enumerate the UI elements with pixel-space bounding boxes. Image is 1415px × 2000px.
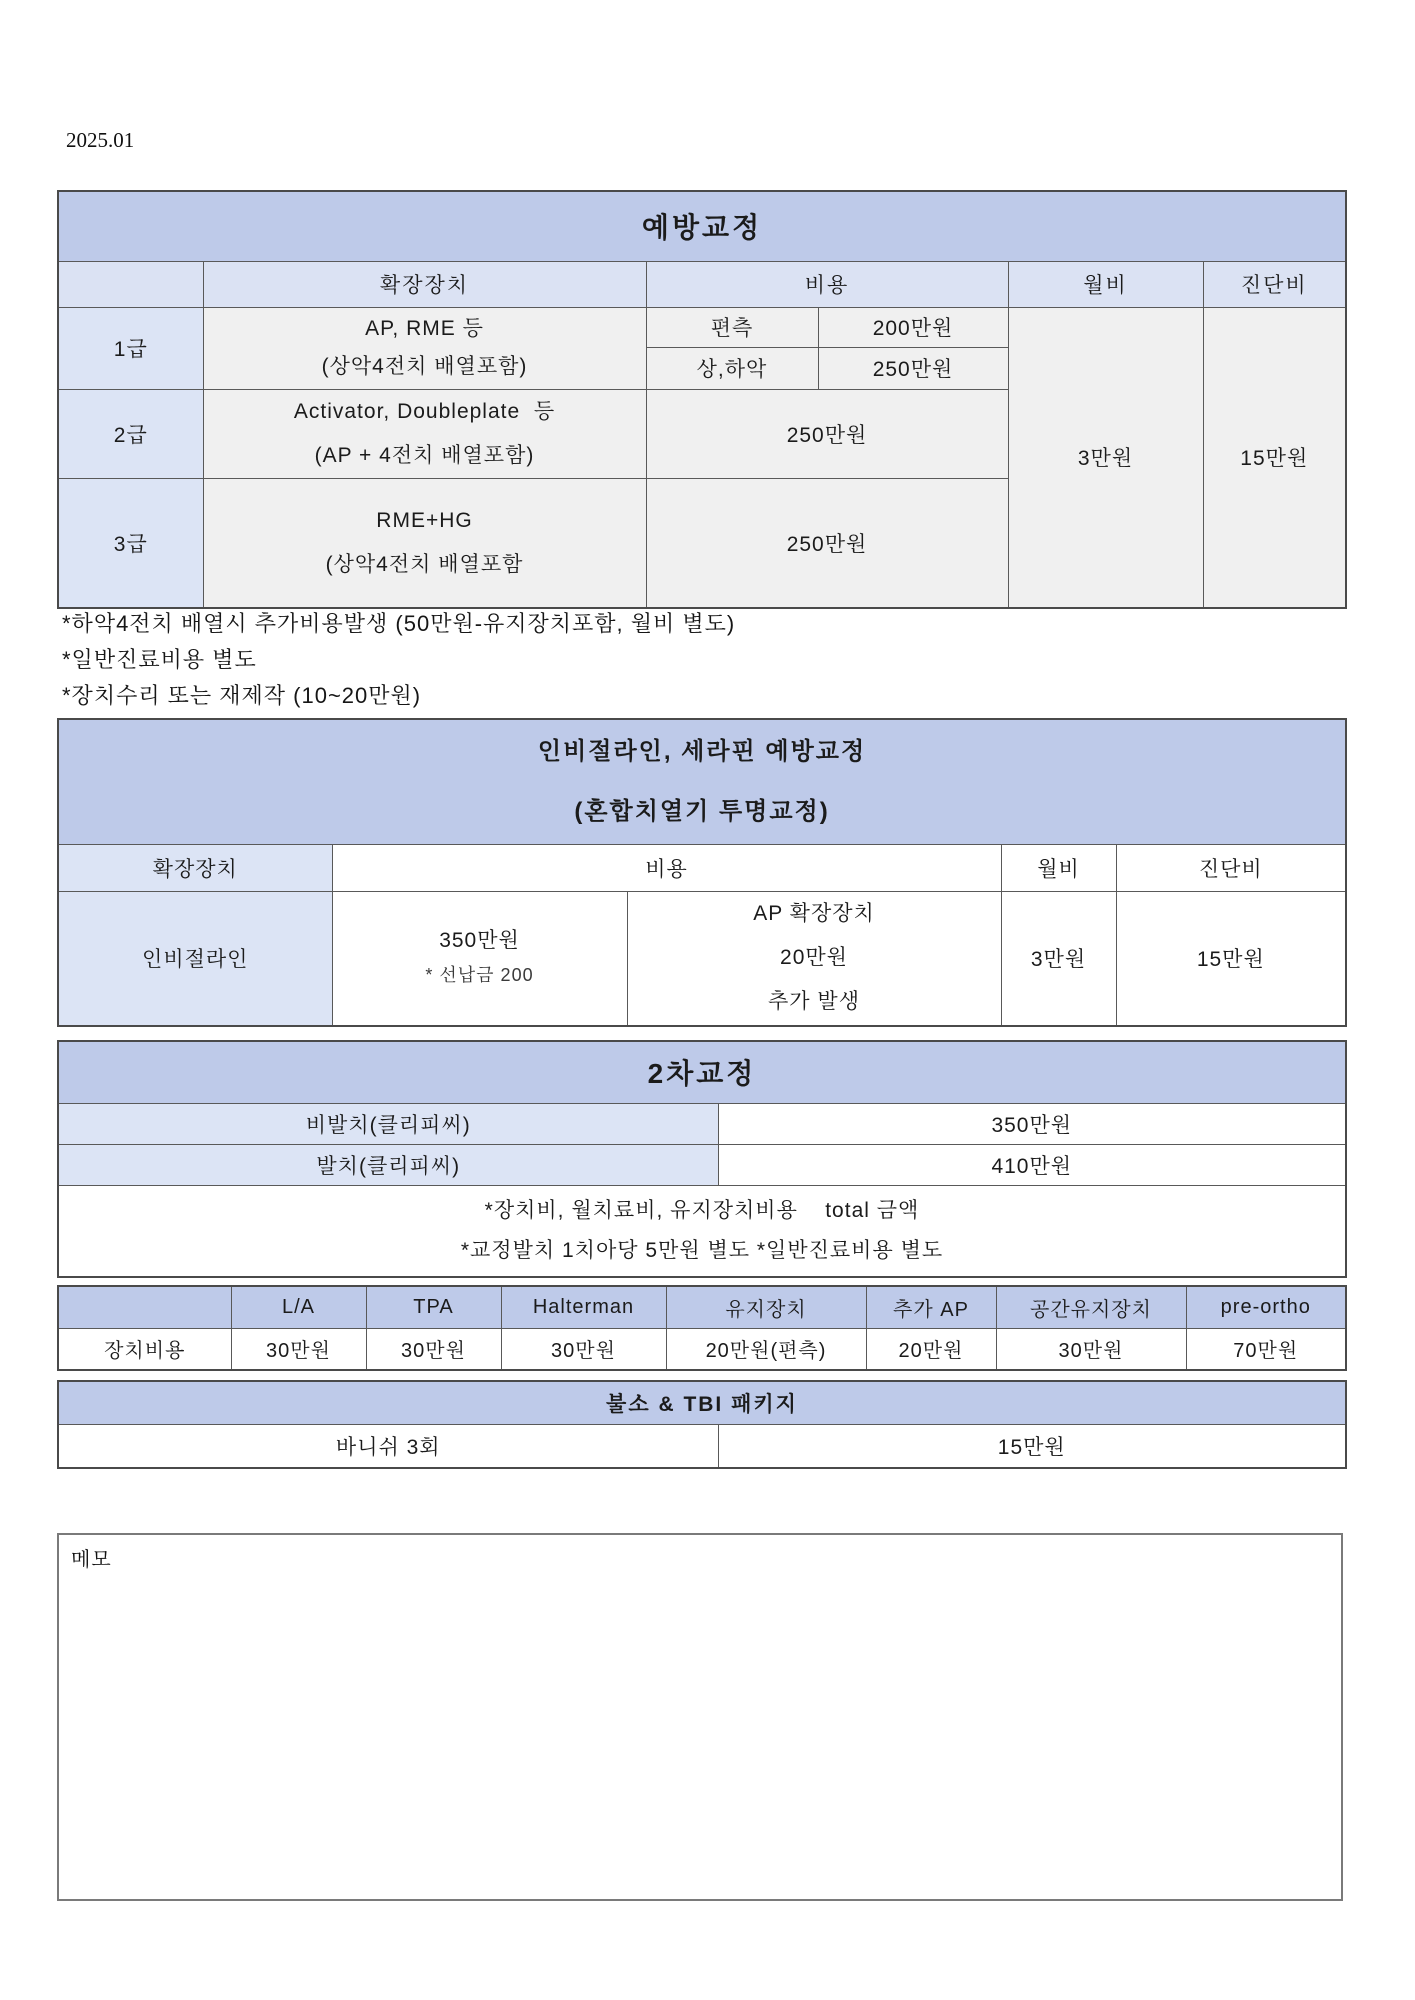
appliance-value-space-maintainer: 30만원 — [996, 1328, 1186, 1370]
preventive-header-row — [58, 261, 1346, 307]
secondary-row2-value: 410만원 — [718, 1144, 1346, 1185]
fluoride-title-row — [58, 1381, 1346, 1424]
grade2-label: 2급 — [58, 389, 203, 478]
invisalign-label: 인비절라인 — [58, 891, 332, 1026]
secondary-note-row — [58, 1185, 1346, 1277]
grade1-both-label: 상,하악 — [646, 347, 818, 389]
appliance-col-extra-ap: 추가 AP — [866, 1286, 996, 1328]
grade3-device-line2: (상악4전치 배열포함 — [325, 552, 524, 576]
secondary-ortho-table — [57, 1040, 1347, 1278]
appliance-col-la: L/A — [231, 1286, 366, 1328]
header-monthly: 월비 — [1001, 844, 1116, 891]
appliance-value-extra-ap: 20만원 — [866, 1328, 996, 1370]
memo-box — [57, 1533, 1343, 1901]
appliance-row-label: 장치비용 — [58, 1328, 231, 1370]
secondary-row-2 — [58, 1144, 1346, 1185]
invisalign-body-row — [58, 891, 1346, 1026]
header-empty-cell — [58, 261, 203, 307]
invisalign-header-row — [58, 844, 1346, 891]
secondary-note-line1: *장치비, 월치료비, 유지장치비용 total 금액 — [484, 1198, 920, 1222]
fluoride-value: 15만원 — [718, 1424, 1346, 1468]
appliance-value-la: 30만원 — [231, 1328, 366, 1370]
invisalign-diagnosis: 15만원 — [1116, 891, 1346, 1026]
secondary-notes — [58, 1185, 1346, 1277]
appliance-col-pre-ortho: pre-ortho — [1186, 1286, 1346, 1328]
document-date: 2025.01 — [66, 128, 135, 152]
header-diagnosis: 진단비 — [1116, 844, 1346, 891]
appliance-cost-table — [57, 1285, 1347, 1371]
secondary-row2-label: 발치(클리피씨) — [58, 1144, 718, 1185]
header-device: 확장장치 — [58, 844, 332, 891]
secondary-row1-value: 350만원 — [718, 1103, 1346, 1144]
appliance-header-empty — [58, 1286, 231, 1328]
invisalign-title — [58, 719, 1346, 844]
invisalign-title-line1: 인비절라인, 세라핀 예방교정 — [537, 737, 867, 765]
grade1-device-line2: (상악4전치 배열포함) — [321, 355, 528, 378]
secondary-title-row — [58, 1041, 1346, 1103]
ap-extra-line1: AP 확장장치 — [753, 902, 875, 926]
appliance-value-retainer: 20만원(편측) — [666, 1328, 866, 1370]
secondary-title: 2차교정 — [58, 1041, 1346, 1103]
header-monthly: 월비 — [1008, 261, 1203, 307]
invisalign-ap-extra — [627, 891, 1001, 1026]
grade3-cost: 250만원 — [646, 478, 1008, 608]
header-device: 확장장치 — [203, 261, 646, 307]
note-line: *일반진료비용 별도 — [62, 647, 257, 672]
preventive-title: 예방교정 — [58, 191, 1346, 261]
appliance-header-row — [58, 1286, 1346, 1328]
grade1-label: 1급 — [58, 307, 203, 389]
grade2-device — [203, 389, 646, 478]
preventive-ortho-table — [57, 190, 1347, 609]
invisalign-cost-main: 350만원 — [439, 929, 520, 953]
note-line: *하악4전치 배열시 추가비용발생 (50만원-유지장치포함, 월비 별도) — [62, 611, 736, 636]
header-cost: 비용 — [332, 844, 1001, 891]
invisalign-title-row — [58, 719, 1346, 844]
appliance-col-tpa: TPA — [366, 1286, 501, 1328]
fluoride-body-row — [58, 1424, 1346, 1468]
grade1-side-label: 편측 — [646, 307, 818, 347]
grade3-device-line1: RME+HG — [376, 508, 473, 532]
memo-label: 메모 — [71, 1549, 112, 1571]
appliance-col-space-maintainer: 공간유지장치 — [996, 1286, 1186, 1328]
secondary-row-1 — [58, 1103, 1346, 1144]
grade3-label: 3급 — [58, 478, 203, 608]
grade2-device-line1: Activator, Doubleplate 등 — [293, 399, 556, 423]
grade1-both-cost: 250만원 — [818, 347, 1008, 389]
fluoride-label: 바니쉬 3회 — [58, 1424, 718, 1468]
monthly-fee-cell: 3만원 — [1008, 307, 1203, 608]
ap-extra-line2: 20만원 — [780, 946, 848, 970]
header-diagnosis: 진단비 — [1203, 261, 1346, 307]
grade1-row-a — [58, 307, 1346, 347]
invisalign-table — [57, 718, 1347, 1027]
ap-extra-line3: 추가 발생 — [768, 990, 860, 1014]
invisalign-title-line2: (혼합치열기 투명교정) — [574, 797, 830, 825]
invisalign-cost — [332, 891, 627, 1026]
appliance-value-pre-ortho: 70만원 — [1186, 1328, 1346, 1370]
appliance-value-halterman: 30만원 — [501, 1328, 666, 1370]
preventive-title-row — [58, 191, 1346, 261]
header-cost: 비용 — [646, 261, 1008, 307]
preventive-notes — [62, 606, 1342, 714]
appliance-value-tpa: 30만원 — [366, 1328, 501, 1370]
grade3-device — [203, 478, 646, 608]
diagnosis-fee-cell: 15만원 — [1203, 307, 1346, 608]
invisalign-monthly: 3만원 — [1001, 891, 1116, 1026]
grade1-device-line1: AP, RME 등 — [365, 317, 484, 340]
grade2-cost: 250만원 — [646, 389, 1008, 478]
grade1-side-cost: 200만원 — [818, 307, 1008, 347]
note-line: *장치수리 또는 재제작 (10~20만원) — [62, 683, 422, 708]
secondary-note-line2: *교정발치 1치아당 5만원 별도 *일반진료비용 별도 — [460, 1238, 944, 1262]
fluoride-title: 불소 & TBI 패키지 — [58, 1381, 1346, 1424]
fluoride-tbi-table — [57, 1380, 1347, 1469]
invisalign-cost-note: * 선납금 200 — [425, 965, 534, 986]
appliance-col-retainer: 유지장치 — [666, 1286, 866, 1328]
grade1-device — [203, 307, 646, 389]
secondary-row1-label: 비발치(클리피씨) — [58, 1103, 718, 1144]
appliance-value-row — [58, 1328, 1346, 1370]
appliance-col-halterman: Halterman — [501, 1286, 666, 1328]
grade2-device-line2: (AP + 4전치 배열포함) — [314, 443, 535, 467]
